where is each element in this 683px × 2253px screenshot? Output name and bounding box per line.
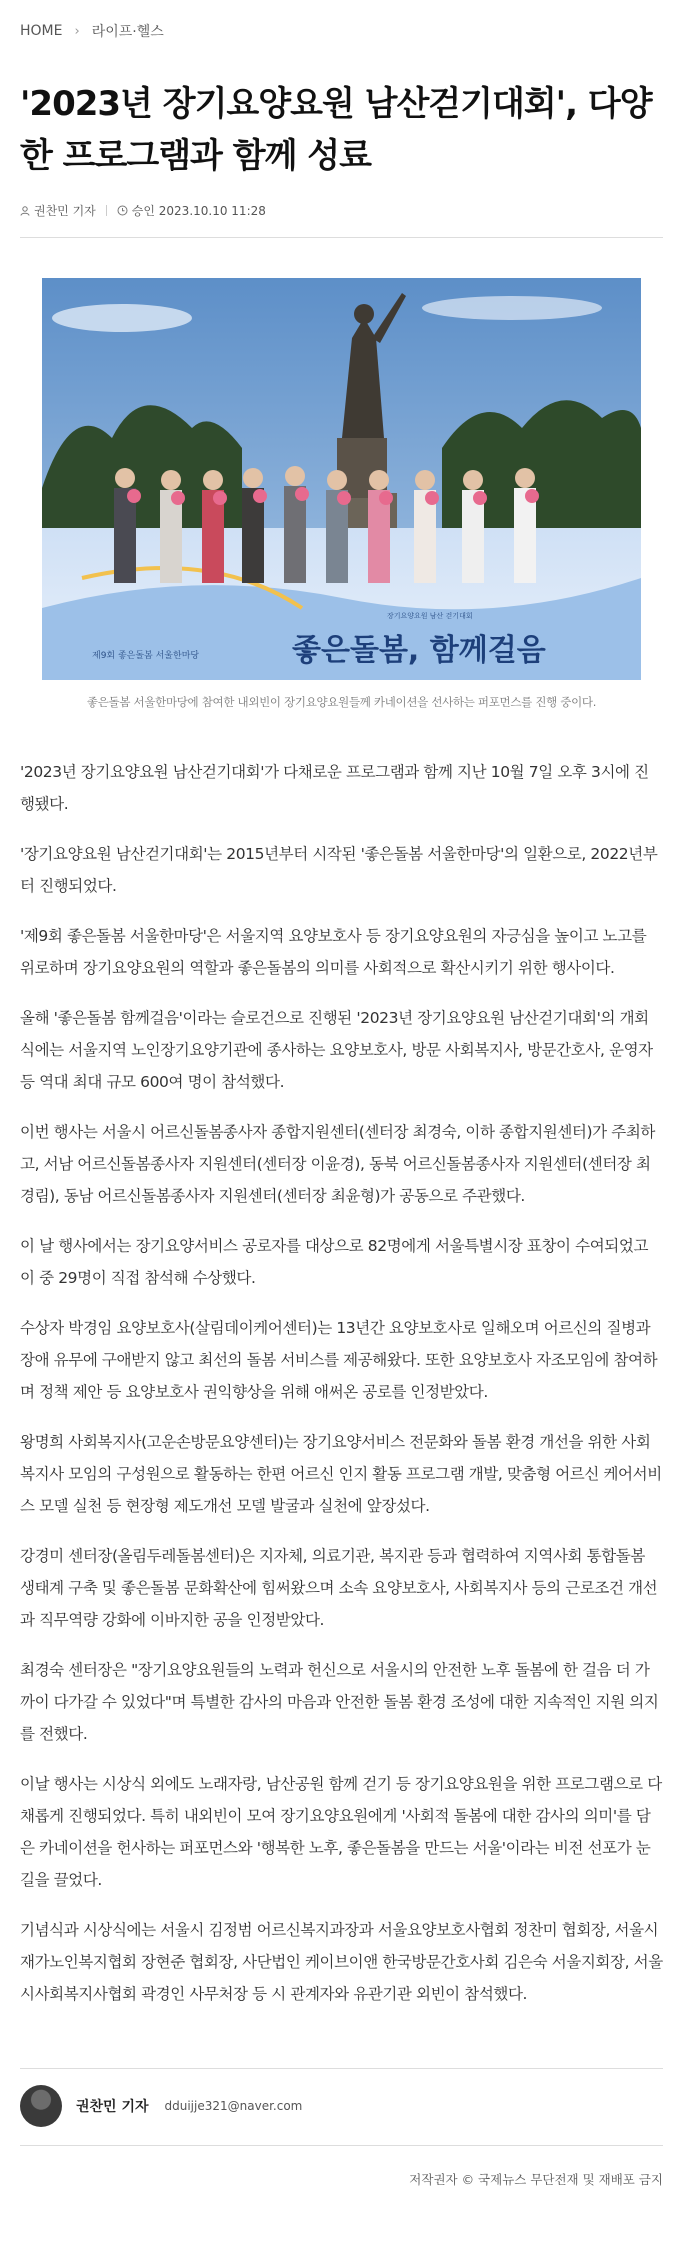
breadcrumb-section-link[interactable]: 라이프·헬스	[91, 24, 164, 40]
article-paragraph: 이 날 행사에서는 장기요양서비스 공로자를 대상으로 82명에게 서울특별시장 표창이 수여되었고 이 중 29명이 직접 참석해 수상했다.	[20, 1237, 649, 1287]
breadcrumb	[20, 0, 663, 44]
article-paragraph: 왕명희 사회복지사(고운손방문요양센터)는 장기요양서비스 전문화와 돌봄 환경 개선을 위한 사회복지사 모임의 구성원으로 활동하는 한편 어르신 인지 활동 프로그램 개발, 맞춤형 어르신 케어서비스 모델 실천 등 현장형 제도개선 모델 발굴과 실천에 앞장섰다.	[20, 1433, 662, 1515]
breadcrumb-home-link[interactable]: HOME	[20, 23, 63, 39]
author-box	[20, 2068, 663, 2146]
article-paragraph: 올해 '좋은돌봄 함께걸음'이라는 슬로건으로 진행된 '2023년 장기요양요원 남산걷기대회'의 개회식에는 서울지역 노인장기요양기관에 종사하는 요양보호사, 방문 사회복지사, 방문간호사, 운영자 등 역대 최대 규모 600여 명이 참석했다.	[20, 1009, 653, 1091]
header-divider	[20, 237, 663, 238]
article-paragraph: 강경미 센터장(올림두레돌봄센터)은 지자체, 의료기관, 복지관 등과 협력하여 지역사회 통합돌봄 생태계 구축 및 좋은돌봄 문화확산에 힘써왔으며 소속 요양보호사, 사회복지사 등의 근로조건 개선과 직무역량 강화에 이바지한 공을 인정받았다.	[20, 1547, 658, 1629]
author-name[interactable]: 권찬민 기자	[76, 2099, 149, 2115]
article-meta	[20, 202, 663, 219]
banner-top-text: 장기요양요원 남산 걷기대회	[387, 612, 473, 620]
banner-sub-text: 제9회 좋은돌봄 서울한마당	[92, 651, 200, 661]
meta-divider	[106, 205, 107, 216]
user-icon	[20, 206, 30, 216]
article-paragraph: '제9회 좋은돌봄 서울한마당'은 서울지역 요양보호사 등 장기요양요원의 자긍심을 높이고 노고를 위로하며 장기요양요원의 역할과 좋은돌봄의 의미를 사회적으로 확산시키기 위한 행사이다.	[20, 927, 647, 977]
article-paragraph: 이날 행사는 시상식 외에도 노래자랑, 남산공원 함께 걷기 등 장기요양요원을 위한 프로그램으로 다채롭게 진행되었다. 특히 내외빈이 모여 장기요양요원에게 '사회적 돌봄에 대한 감사의 의미'를 담은 카네이션을 헌사하는 퍼포먼스와 '행복한 노후, 좋은돌봄을 만드는 서울'이라는 비전 선포가 눈길을 끌었다.	[20, 1775, 662, 1889]
approved-date: 승인 2023.10.10 11:28	[131, 204, 266, 218]
article-paragraph: '2023년 장기요양요원 남산걷기대회'가 다채로운 프로그램과 함께 지난 10월 7일 오후 3시에 진행됐다.	[20, 763, 649, 813]
chevron-right-icon: ›	[74, 23, 80, 39]
article-paragraph: '장기요양요원 남산걷기대회'는 2015년부터 시작된 '좋은돌봄 서울한마당'의 일환으로, 2022년부터 진행되었다.	[20, 845, 658, 895]
avatar	[20, 2085, 62, 2127]
article-body	[20, 756, 663, 2010]
copyright-notice: 저작권자 © 국제뉴스 무단전재 및 재배포 금지	[409, 2172, 663, 2187]
clock-icon	[117, 205, 128, 216]
article-photo	[42, 278, 641, 680]
reporter-name[interactable]: 권찬민 기자	[34, 204, 96, 218]
author-email[interactable]: dduijje321@naver.com	[164, 2099, 303, 2113]
article-paragraph: 이번 행사는 서울시 어르신돌봄종사자 종합지원센터(센터장 최경숙, 이하 종합지원센터)가 주최하고, 서남 어르신돌봄종사자 지원센터(센터장 이윤경), 동북 어르신돌봄종사자 지원센터(센터장 최경림), 동남 어르신돌봄종사자 지원센터(센터장 최윤형)가 공동으로 주관했다.	[20, 1123, 655, 1205]
banner-main-text: 좋은돌봄, 함께걸음	[292, 633, 546, 668]
article-title: '2023년 장기요양요원 남산걷기대회', 다양한 프로그램과 함께 성료	[20, 84, 652, 176]
article-paragraph: 최경숙 센터장은 "장기요양요원들의 노력과 헌신으로 서울시의 안전한 노후 돌봄에 한 걸음 더 가까이 다가갈 수 있었다"며 특별한 감사의 마음과 안전한 돌봄 환경 조성에 대한 지속적인 지원 의지를 전했다.	[20, 1661, 659, 1743]
photo-caption: 좋은돌봄 서울한마당에 참여한 내외빈이 장기요양요원들께 카네이션을 선사하는 퍼포먼스를 진행 중이다.	[86, 695, 597, 709]
article-paragraph: 기념식과 시상식에는 서울시 김정범 어르신복지과장과 서울요양보호사협회 정찬미 협회장, 서울시재가노인복지협회 장현준 협회장, 사단법인 케이브이앤 한국방문간호사회 김은숙 서울지회장, 서울시사회복지사협회 곽경인 사무처장 등 시 관계자와 유관기관 외빈이 참석했다.	[20, 1921, 663, 2003]
article-figure	[20, 278, 663, 710]
article-paragraph: 수상자 박경임 요양보호사(살림데이케어센터)는 13년간 요양보호사로 일해오며 어르신의 질병과 장애 유무에 구애받지 않고 최선의 돌봄 서비스를 제공해왔다. 또한 요양보호사 자조모임에 참여하며 정책 제안 등 요양보호사 권익향상을 위해 애써온 공로를 인정받았다.	[20, 1319, 658, 1401]
